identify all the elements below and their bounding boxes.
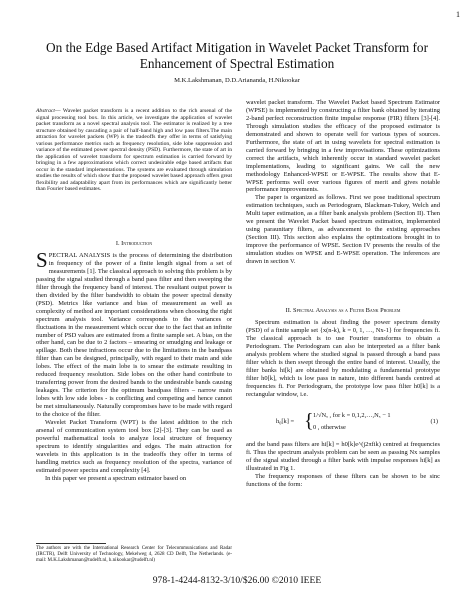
intro-paragraph-3: In this paper we present a spectrum estimator based on	[45, 474, 187, 482]
paper-title	[0, 40, 474, 71]
abstract	[36, 108, 232, 193]
author-list: M.K.Lakshmanan, D.D.Ariananda, H.Nikookar	[174, 77, 300, 84]
right-paragraph-3: Spectrum estimation is about finding the power spectrum density (PSD) of a finite sample set {x(n-k), k = 0, 1, …, Nx-1} for frequencies fi. The classical approach is to use Fourier transforms to obtain a Periodogram. The Periodogram can also be interpreted as a filter bank analysis problem where the studied signal is passed through a band pass filter which is then swept through the entire band of interest. Usually, the filter banks hi[k] are obtained by modulating a fundamental prototype filter h0[k], which is low pass in nature, into different bands centred at frequencies fi. For Periodogram, the prototype low pass filter h0[k] is a rectangular window, i.e.	[246, 319, 440, 398]
drop-cap: S	[36, 248, 48, 272]
equation-brace: {	[304, 410, 314, 432]
intro-paragraph-1-text: PECTRAL ANALYSIS is the process of determining the distribution in frequency of the power of a finite length signal from a set of measurements [1]. The classical approach to solving this problem is by passing the signal studied through a band pass filter and then sweeping the filter through the frequency band of interest. The resultant output power is then divided by the filter bandwidth to obtain the power spectral density (PSD). Metrics like variance and bias of measurement as well as complexity of method are important considerations when choosing the right spectrum analysis tool. Variance corresponds to the variances or fluctuations in the measurement which occur due to the fact that an infinite number of PSD values are estimated from a finite sample set. A bias, on the other hand, can be due to 2 factors – smearing or smudging and leakage or spillage. Both these infractions occur due to the limitations in the bandpass filter than can be designed, principally, with regard to their main and side lobes. The effect of the main lobe is to smear the estimate resulting in reduced frequency resolution. Side lobes on the other hand contribute to transferring power from the desired bands to the undesirable bands causing leakages. The criterion for the optimum bandpass filters – narrow main lobes with low side lobes - is conflicting and competing and hence cannot be met simultaneously. Naturally compromises have to be made with regard to the choice of the filter.	[36, 252, 232, 419]
equation-1	[246, 409, 440, 437]
section-heading-introduction: I. Introduction	[115, 240, 153, 247]
abstract-text: — Wavelet packet transform is a recent addition to the rich arsenal of the signal processing tool box. In this article, we investigate the application of wavelet packet transform as a novel spectral analysis tool. The estimator is realized by a tree structure obtained by cascading a pair of half-band high and low pass filters.The main attraction for wavelet packets (WP) is the tradeoffs they offer in terms of satisfying various performance metrics such as frequency resolution, side lobe suppression and variance of the estimated power spectral density (PSD). Furthermore, the state of art in the application of wavelet transform for spectrum estimation is carried forward by bringing in a few approximations which correct undesirable edge based artifacts that occur in the standard implementations. The systems are evaluated through simulation studies the results of which show that the proposed wavelet based approach offers great flexibility and adaptability apart from its performances which are significantly better than Fourier based estimates.	[36, 108, 232, 192]
introduction-body	[36, 248, 232, 483]
title-line-1: On the Edge Based Artifact Mitigation in Wavelet Packet Transform for	[46, 40, 428, 55]
section2-body-continued	[246, 441, 440, 489]
title-line-2: Enhancement of Spectral Estimation	[139, 55, 335, 71]
right-paragraph-4: and the band pass filters are hi[k] = h0[k]e^(j2πfik) centred at frequencies fi. Thus the spectrum analysis problem can be seen as passing Nx samples of the signal studied through a filter bank with impulse responses hi[k] as illustrated in Fig 1.	[246, 441, 440, 472]
footnote-rule	[36, 543, 106, 544]
equation-number: (1)	[430, 418, 438, 425]
section-heading-spectral-analysis: II. Spectral Analysis as a Filter Bank Problem	[285, 307, 401, 314]
right-paragraph-5: The frequency responses of these filters can be shown to be sinc functions of the form:	[246, 472, 440, 488]
right-column-body	[246, 99, 440, 266]
intro-paragraph-1	[36, 248, 232, 419]
footnote: The authors are with the International Research Center for Telecommunications and Radar (IRCTR), Delft University of Technology, Mekelweg 4, 2628 CD Delft, The Netherlands. (e-mail: M.K.Lakshmanan@tudelft.nl, h.nikookar@tudelft.nl)	[36, 546, 232, 564]
equation-lhs: h₀[k] =	[276, 418, 295, 425]
equation-case-2: 0 , otherwise	[313, 424, 346, 431]
page-number: 1	[456, 10, 460, 19]
right-paragraph-2: The paper is organized as follows. First we pose traditional spectrum estimation techniques, such as Periodogram, Blackman-Tukey, Welch and Multi taper estimation, as a filter bank analysis problem (Section II). Then we present the Wavelet Packet based spectrum estimation, implemented using paraunitary filters, as advancement to the existing approaches (Section III). This section also explains the optimizations brought in to improve the performance of WPSE. Section IV presents the results of the simulation studies on WPSE and E-WPSE operation. The inferences are drawn in section V.	[246, 194, 440, 266]
right-paragraph-1: wavelet packet transform. The Wavelet Packet based Spectrum Estimator (WPSE) is implemented by constructing a filter bank obtained by iterating 2-band perfect reconstruction finite impulse response (FIR) filters [3]-[4]. Through simulation studies the efficacy of the proposed estimator is demonstrated and shown to operate well for various types of sources. Furthermore, the state of art in using wavelets for spectral estimation is carried forward by bringing in a few improvisations. These optimizations correct the artifacts, which inherently occur in standard wavelet packet implementations, leading to significant gains. We call the new methodology Enhanced-WPSE or E-WPSE. The results show that E-WPSE performs well over various figures of merit and gives notable performance improvements.	[246, 99, 440, 194]
equation-case-1: 1/√Nₓ , for k = 0,1,2,…,Nₓ − 1	[313, 412, 391, 419]
section2-body	[246, 319, 440, 399]
intro-paragraph-2: Wavelet Packet Transform (WPT) is the latest addition to the rich arsenal of communication system tool box [2]-[3]. They can be used as powerful mathematical tools to analyze local structure of frequency spectrum to identify singularities and edges. The main attraction for wavelets in this application is in the tradeoffs they offer in terms of handling metrics such as frequency resolution of the spectra, variance of estimated power spectra and complexity [4].	[36, 419, 232, 474]
abstract-label: Abstract	[36, 108, 55, 114]
copyright-line: 978-1-4244-8132-3/10/$26.00 ©2010 IEEE	[152, 575, 322, 586]
